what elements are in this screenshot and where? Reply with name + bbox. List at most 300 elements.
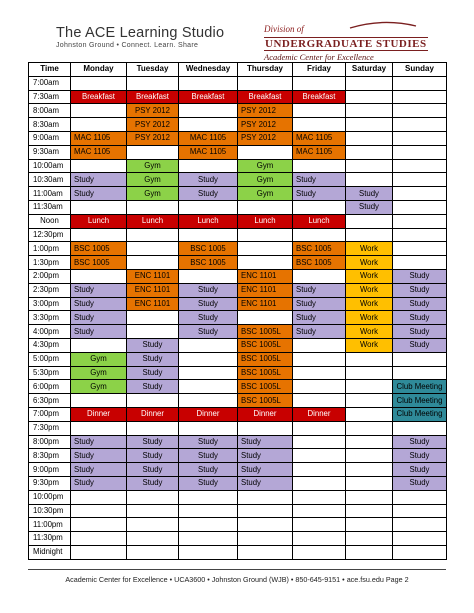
division-label: Division of <box>264 24 304 34</box>
table-row <box>29 173 447 187</box>
time-cell: 6:30pm <box>29 394 71 408</box>
schedule-cell <box>346 380 393 394</box>
schedule-cell <box>71 76 127 90</box>
time-cell: 9:30am <box>29 145 71 159</box>
schedule-cell: Gym <box>127 173 179 187</box>
schedule-cell: Work <box>346 325 393 339</box>
table-row <box>29 145 447 159</box>
schedule-cell <box>293 421 346 435</box>
table-row <box>29 352 447 366</box>
schedule-cell <box>127 200 179 214</box>
schedule-cell: Study <box>293 187 346 201</box>
schedule-cell: ENC 1101 <box>127 283 179 297</box>
time-cell: 4:00pm <box>29 325 71 339</box>
schedule-cell <box>393 242 447 256</box>
schedule-cell: Breakfast <box>238 90 293 104</box>
schedule-cell <box>71 159 127 173</box>
schedule-cell <box>393 104 447 118</box>
schedule-cell: Study <box>127 476 179 490</box>
table-row <box>29 283 447 297</box>
schedule-cell: Club Meeting <box>393 380 447 394</box>
schedule-cell: PSY 2012 <box>238 131 293 145</box>
schedule-cell: ENC 1101 <box>127 269 179 283</box>
schedule-cell: Work <box>346 242 393 256</box>
schedule-cell <box>179 532 238 546</box>
schedule-cell: Study <box>71 435 127 449</box>
schedule-cell: Lunch <box>127 214 179 228</box>
schedule-cell <box>293 490 346 504</box>
schedule-cell <box>179 380 238 394</box>
time-cell: 8:00am <box>29 104 71 118</box>
schedule-cell: BSC 1005 <box>179 256 238 270</box>
schedule-cell: Dinner <box>293 407 346 421</box>
schedule-cell <box>179 504 238 518</box>
schedule-cell: BSC 1005 <box>179 242 238 256</box>
time-cell: 12:30pm <box>29 228 71 242</box>
schedule-cell <box>293 394 346 408</box>
schedule-cell <box>393 76 447 90</box>
table-row <box>29 338 447 352</box>
schedule-cell <box>127 518 179 532</box>
schedule-cell <box>127 325 179 339</box>
schedule-cell: Breakfast <box>127 90 179 104</box>
schedule-cell: Study <box>179 476 238 490</box>
schedule-cell: Study <box>393 297 447 311</box>
schedule-cell <box>71 490 127 504</box>
schedule-cell <box>127 242 179 256</box>
schedule-cell <box>393 90 447 104</box>
footer-divider <box>28 569 446 570</box>
time-cell: 11:30am <box>29 200 71 214</box>
schedule-cell: Study <box>179 311 238 325</box>
schedule-cell: Study <box>393 449 447 463</box>
schedule-cell: BSC 1005L <box>238 325 293 339</box>
schedule-cell: Study <box>238 463 293 477</box>
table-row <box>29 380 447 394</box>
schedule-cell: Study <box>179 325 238 339</box>
schedule-cell <box>71 504 127 518</box>
time-cell: 9:00am <box>29 131 71 145</box>
schedule-cell: Work <box>346 283 393 297</box>
schedule-cell <box>179 200 238 214</box>
schedule-cell <box>71 532 127 546</box>
table-row <box>29 76 447 90</box>
time-cell: 7:30am <box>29 90 71 104</box>
schedule-cell: Study <box>71 187 127 201</box>
footer-text: Academic Center for Excellence • UCA3600 • Johnston Ground (WJB) • 850-645-9151 • ace.fsu.edu Page 2 <box>65 575 409 584</box>
brand-subtitle: Johnston Ground • Connect. Learn. Share <box>56 42 199 49</box>
schedule-cell <box>71 228 127 242</box>
schedule-cell <box>393 490 447 504</box>
schedule-cell <box>127 256 179 270</box>
table-row <box>29 256 447 270</box>
time-cell: 1:30pm <box>29 256 71 270</box>
schedule-cell: PSY 2012 <box>127 131 179 145</box>
table-row <box>29 269 447 283</box>
schedule-cell: MAC 1105 <box>71 131 127 145</box>
table-header-row <box>29 63 447 77</box>
schedule-cell: Gym <box>238 159 293 173</box>
schedule-cell <box>71 394 127 408</box>
table-row <box>29 228 447 242</box>
schedule-cell <box>179 490 238 504</box>
schedule-cell: Gym <box>127 159 179 173</box>
schedule-cell <box>71 421 127 435</box>
table-row <box>29 131 447 145</box>
schedule-cell: Study <box>346 200 393 214</box>
time-cell: Noon <box>29 214 71 228</box>
table-row <box>29 545 447 559</box>
schedule-cell: Study <box>393 476 447 490</box>
schedule-cell <box>127 311 179 325</box>
schedule-cell <box>293 338 346 352</box>
time-cell: 1:00pm <box>29 242 71 256</box>
schedule-cell: Study <box>71 283 127 297</box>
column-header: Monday <box>71 63 127 77</box>
schedule-cell: Study <box>393 435 447 449</box>
table-row <box>29 490 447 504</box>
schedule-cell <box>293 545 346 559</box>
schedule-cell: Study <box>127 449 179 463</box>
schedule-cell <box>346 449 393 463</box>
schedule-cell <box>238 504 293 518</box>
time-cell: 5:30pm <box>29 366 71 380</box>
schedule-cell: Study <box>127 352 179 366</box>
schedule-cell <box>346 435 393 449</box>
schedule-table <box>28 62 447 560</box>
schedule-cell <box>346 518 393 532</box>
schedule-cell: Study <box>393 283 447 297</box>
schedule-cell: BSC 1005L <box>238 338 293 352</box>
schedule-cell: Study <box>179 187 238 201</box>
time-cell: 6:00pm <box>29 380 71 394</box>
time-cell: 7:00pm <box>29 407 71 421</box>
schedule-cell <box>238 228 293 242</box>
schedule-cell: Gym <box>71 380 127 394</box>
schedule-cell <box>393 118 447 132</box>
schedule-cell <box>346 214 393 228</box>
table-row <box>29 90 447 104</box>
schedule-cell <box>179 421 238 435</box>
schedule-cell <box>179 118 238 132</box>
schedule-cell <box>393 159 447 173</box>
table-row <box>29 435 447 449</box>
schedule-cell: BSC 1005 <box>293 242 346 256</box>
schedule-cell: Lunch <box>293 214 346 228</box>
schedule-cell: MAC 1105 <box>293 131 346 145</box>
schedule-cell: BSC 1005L <box>238 380 293 394</box>
time-cell: 10:30am <box>29 173 71 187</box>
schedule-cell <box>393 518 447 532</box>
schedule-cell: Dinner <box>179 407 238 421</box>
schedule-cell: Work <box>346 311 393 325</box>
schedule-cell: Study <box>393 463 447 477</box>
schedule-cell: Study <box>293 311 346 325</box>
schedule-cell: Gym <box>238 173 293 187</box>
schedule-cell: BSC 1005 <box>71 242 127 256</box>
table-row <box>29 449 447 463</box>
table-row <box>29 118 447 132</box>
schedule-cell: Study <box>71 476 127 490</box>
schedule-cell: Club Meeting <box>393 394 447 408</box>
schedule-cell <box>71 104 127 118</box>
schedule-cell <box>293 532 346 546</box>
schedule-cell <box>238 518 293 532</box>
schedule-cell: Study <box>238 449 293 463</box>
center-label: Academic Center for Excellence <box>264 52 374 62</box>
schedule-cell: Study <box>127 366 179 380</box>
schedule-cell: Study <box>179 173 238 187</box>
schedule-cell <box>127 145 179 159</box>
schedule-cell <box>238 490 293 504</box>
schedule-cell <box>238 242 293 256</box>
schedule-cell: Study <box>71 449 127 463</box>
schedule-cell <box>179 545 238 559</box>
time-cell: 8:30am <box>29 118 71 132</box>
schedule-cell: Work <box>346 269 393 283</box>
schedule-cell: Dinner <box>127 407 179 421</box>
table-row <box>29 159 447 173</box>
schedule-cell: Study <box>71 311 127 325</box>
time-cell: 11:30pm <box>29 532 71 546</box>
schedule-cell <box>293 159 346 173</box>
time-cell: 8:00pm <box>29 435 71 449</box>
schedule-cell: PSY 2012 <box>238 118 293 132</box>
time-cell: 10:30pm <box>29 504 71 518</box>
schedule-cell <box>393 200 447 214</box>
schedule-cell <box>346 490 393 504</box>
schedule-cell <box>293 200 346 214</box>
table-row <box>29 311 447 325</box>
schedule-cell <box>238 311 293 325</box>
schedule-cell <box>238 256 293 270</box>
schedule-cell <box>393 421 447 435</box>
schedule-cell <box>127 545 179 559</box>
time-cell: 4:30pm <box>29 338 71 352</box>
schedule-cell <box>127 504 179 518</box>
schedule-cell <box>346 159 393 173</box>
schedule-cell <box>238 421 293 435</box>
column-header: Friday <box>293 63 346 77</box>
schedule-cell: Study <box>293 283 346 297</box>
schedule-cell: Lunch <box>71 214 127 228</box>
schedule-cell <box>293 76 346 90</box>
schedule-cell <box>293 366 346 380</box>
schedule-cell: Study <box>71 463 127 477</box>
schedule-cell <box>393 214 447 228</box>
time-cell: 8:30pm <box>29 449 71 463</box>
schedule-cell <box>346 476 393 490</box>
schedule-cell: Study <box>179 449 238 463</box>
time-cell: 11:00pm <box>29 518 71 532</box>
column-header: Thursday <box>238 63 293 77</box>
schedule-cell: Study <box>179 435 238 449</box>
schedule-cell: PSY 2012 <box>127 118 179 132</box>
time-cell: 7:00am <box>29 76 71 90</box>
column-header: Sunday <box>393 63 447 77</box>
schedule-cell: MAC 1105 <box>71 145 127 159</box>
schedule-cell <box>127 490 179 504</box>
schedule-cell <box>179 366 238 380</box>
schedule-cell: Work <box>346 338 393 352</box>
schedule-cell <box>71 338 127 352</box>
schedule-cell: Breakfast <box>293 90 346 104</box>
schedule-cell: ENC 1101 <box>127 297 179 311</box>
schedule-cell: Study <box>393 325 447 339</box>
schedule-cell <box>346 131 393 145</box>
schedule-cell <box>393 352 447 366</box>
table-row <box>29 366 447 380</box>
table-row <box>29 200 447 214</box>
schedule-cell <box>127 228 179 242</box>
schedule-cell <box>393 131 447 145</box>
schedule-cell: Study <box>393 269 447 283</box>
division-logo <box>264 24 430 62</box>
schedule-cell <box>179 159 238 173</box>
schedule-cell: ENC 1101 <box>238 269 293 283</box>
time-cell: 10:00am <box>29 159 71 173</box>
schedule-cell <box>238 200 293 214</box>
schedule-cell <box>346 421 393 435</box>
schedule-cell <box>127 421 179 435</box>
schedule-cell <box>127 394 179 408</box>
schedule-cell: Work <box>346 256 393 270</box>
schedule-cell <box>179 269 238 283</box>
schedule-cell: Study <box>71 173 127 187</box>
schedule-body <box>29 76 447 559</box>
schedule-cell: Gym <box>71 366 127 380</box>
time-cell: 7:30pm <box>29 421 71 435</box>
schedule-cell <box>293 269 346 283</box>
schedule-cell: MAC 1105 <box>293 145 346 159</box>
schedule-cell: Study <box>179 297 238 311</box>
schedule-cell <box>293 518 346 532</box>
schedule-cell <box>238 545 293 559</box>
schedule-cell <box>393 187 447 201</box>
schedule-cell: BSC 1005 <box>293 256 346 270</box>
table-row <box>29 297 447 311</box>
schedule-cell <box>346 145 393 159</box>
schedule-cell <box>293 463 346 477</box>
schedule-cell <box>179 518 238 532</box>
schedule-cell: Study <box>393 311 447 325</box>
schedule-cell: Study <box>293 173 346 187</box>
schedule-cell <box>293 104 346 118</box>
table-row <box>29 242 447 256</box>
table-row <box>29 325 447 339</box>
schedule-cell <box>71 545 127 559</box>
schedule-cell <box>238 532 293 546</box>
time-cell: 5:00pm <box>29 352 71 366</box>
table-row <box>29 187 447 201</box>
table-row <box>29 104 447 118</box>
schedule-cell: Gym <box>127 187 179 201</box>
schedule-cell <box>346 104 393 118</box>
schedule-cell <box>71 200 127 214</box>
schedule-cell: BSC 1005 <box>71 256 127 270</box>
schedule-cell: Dinner <box>238 407 293 421</box>
schedule-cell <box>393 256 447 270</box>
column-header: Tuesday <box>127 63 179 77</box>
schedule-cell <box>346 90 393 104</box>
time-cell: 3:30pm <box>29 311 71 325</box>
schedule-cell <box>293 504 346 518</box>
column-header: Time <box>29 63 71 77</box>
time-cell: Midnight <box>29 545 71 559</box>
schedule-cell <box>393 366 447 380</box>
time-cell: 2:30pm <box>29 283 71 297</box>
schedule-cell <box>179 394 238 408</box>
schedule-cell: Breakfast <box>179 90 238 104</box>
schedule-cell: Study <box>127 380 179 394</box>
table-row <box>29 504 447 518</box>
schedule-cell: Gym <box>71 352 127 366</box>
schedule-cell: PSY 2012 <box>238 104 293 118</box>
schedule-cell: ENC 1101 <box>238 297 293 311</box>
table-row <box>29 421 447 435</box>
schedule-cell: Gym <box>238 187 293 201</box>
schedule-cell: PSY 2012 <box>127 104 179 118</box>
schedule-cell: Study <box>127 435 179 449</box>
schedule-cell <box>238 76 293 90</box>
schedule-cell <box>346 228 393 242</box>
schedule-cell: Study <box>238 476 293 490</box>
schedule-cell: Study <box>127 463 179 477</box>
schedule-cell <box>346 76 393 90</box>
schedule-cell <box>293 435 346 449</box>
schedule-cell: Study <box>179 283 238 297</box>
schedule-cell <box>293 380 346 394</box>
time-cell: 9:30pm <box>29 476 71 490</box>
schedule-cell <box>346 118 393 132</box>
schedule-cell <box>346 394 393 408</box>
table-row <box>29 518 447 532</box>
schedule-cell: Study <box>179 463 238 477</box>
schedule-cell: BSC 1005L <box>238 394 293 408</box>
schedule-cell <box>346 366 393 380</box>
table-row <box>29 532 447 546</box>
undergrad-label: UNDERGRADUATE STUDIES <box>265 38 427 50</box>
schedule-cell <box>346 173 393 187</box>
schedule-cell: Club Meeting <box>393 407 447 421</box>
schedule-cell: Study <box>71 325 127 339</box>
schedule-cell: Breakfast <box>71 90 127 104</box>
schedule-cell: BSC 1005L <box>238 366 293 380</box>
schedule-cell <box>293 228 346 242</box>
column-header: Wednesday <box>179 63 238 77</box>
schedule-cell <box>71 518 127 532</box>
schedule-cell <box>293 352 346 366</box>
column-header: Saturday <box>346 63 393 77</box>
schedule-cell: Study <box>127 338 179 352</box>
time-cell: 11:00am <box>29 187 71 201</box>
schedule-cell <box>293 476 346 490</box>
schedule-cell: Study <box>346 187 393 201</box>
time-cell: 9:00pm <box>29 463 71 477</box>
table-row <box>29 407 447 421</box>
schedule-cell <box>393 228 447 242</box>
schedule-cell: MAC 1105 <box>179 131 238 145</box>
schedule-cell: Lunch <box>179 214 238 228</box>
brand-title: The ACE Learning Studio <box>56 25 225 41</box>
table-row <box>29 476 447 490</box>
schedule-cell <box>393 504 447 518</box>
schedule-cell: ENC 1101 <box>238 283 293 297</box>
schedule-cell: Dinner <box>71 407 127 421</box>
schedule-cell <box>127 532 179 546</box>
schedule-cell <box>346 532 393 546</box>
schedule-cell: Work <box>346 297 393 311</box>
